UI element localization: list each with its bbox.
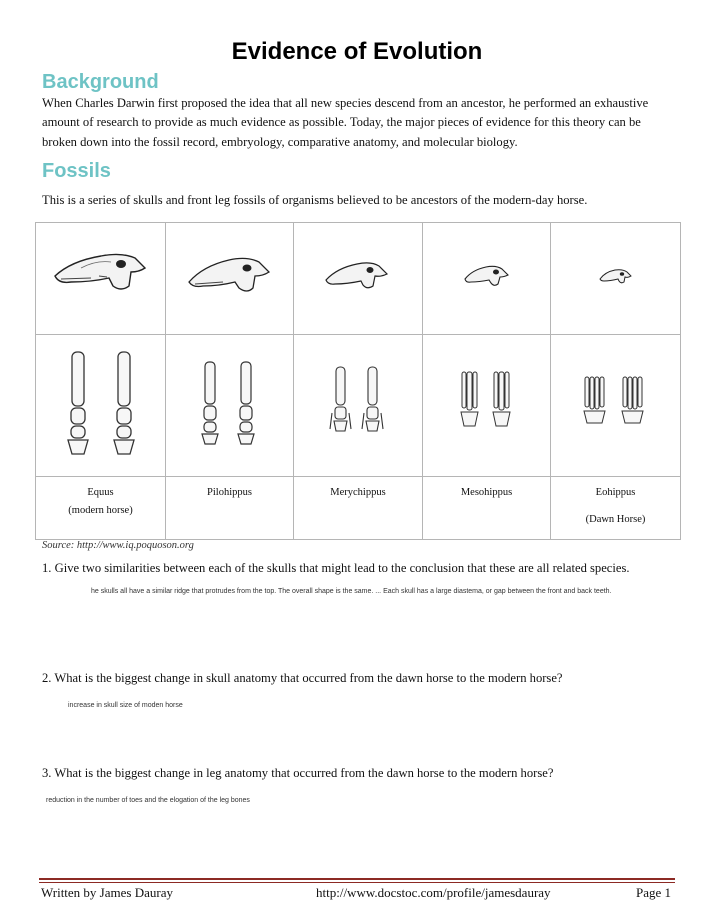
question-1: 1. Give two similarities between each of the skulls that might lead to the conclusion that these are all related species. <box>42 561 630 575</box>
species-name: Equus <box>87 487 114 498</box>
leg-bones-illustration-eohippus <box>581 373 651 433</box>
skull-illustration-pilohippus <box>185 248 275 304</box>
species-name-cell <box>166 477 294 540</box>
leg-bones-illustration-pilohippus <box>195 358 265 448</box>
species-common-name: (modern horse) <box>68 505 133 516</box>
leg-cell <box>423 335 551 477</box>
leg-bones-illustration-equus <box>56 348 146 458</box>
answer-3: reduction in the number of toes and the elogation of the leg bones <box>46 797 250 804</box>
question-3: 3. What is the biggest change in leg anatomy that occurred from the dawn horse to the modern horse? <box>42 766 554 780</box>
skull-cell <box>166 223 294 335</box>
skull-row <box>36 223 681 335</box>
species-name-row <box>36 477 681 540</box>
footer-url[interactable]: http://www.docstoc.com/profile/jamesdauray <box>316 885 551 900</box>
skull-illustration-eohippus <box>598 264 634 288</box>
leg-cell <box>166 335 294 477</box>
footer-author: Written by James Dauray <box>41 885 173 900</box>
image-source: Source: http://www.iq.poquoson.org <box>42 540 194 551</box>
species-name-cell <box>36 477 166 540</box>
leg-cell <box>294 335 423 477</box>
skull-cell <box>551 223 681 335</box>
footer-rule <box>39 878 675 880</box>
answer-2: increase in skull size of moden horse <box>68 702 183 709</box>
species-name: Merychippus <box>330 487 386 498</box>
species-name-cell <box>423 477 551 540</box>
leg-cell <box>36 335 166 477</box>
skull-illustration-merychippus <box>323 254 393 298</box>
leg-cell <box>551 335 681 477</box>
page-title: Evidence of Evolution <box>231 38 483 65</box>
fossil-table <box>35 222 681 540</box>
species-name: Pilohippus <box>207 487 252 498</box>
leg-bones-illustration-merychippus <box>328 363 388 443</box>
skull-illustration-equus <box>51 246 151 306</box>
background-heading: Background <box>42 71 159 93</box>
fossils-heading: Fossils <box>42 160 111 182</box>
skull-illustration-mesohippus <box>462 259 512 293</box>
species-name: Mesohippus <box>460 487 513 498</box>
species-common-name: (Dawn Horse) <box>585 514 646 525</box>
background-text: When Charles Darwin first proposed the idea that all new species descend from an ancestor, he performed an exhaustive amount of research to provide as much evidence as possible. Today, the major pieces of evidence for this theory can be broken down into the fossil record, embryology, comparative anatomy, and molecular biology. <box>42 96 649 149</box>
question-2: 2. What is the biggest change in skull anatomy that occurred from the dawn horse to the modern horse? <box>42 671 563 685</box>
footer-page-number: Page 1 <box>636 885 672 900</box>
footer-rule-thin <box>39 882 675 883</box>
answer-1: he skulls all have a similar ridge that protrudes from the top. The overall shape is the same. ... Each skull has a large diastema, or gap between the front and back teeth. <box>91 588 612 595</box>
skull-cell <box>36 223 166 335</box>
leg-row <box>36 335 681 477</box>
species-name-cell <box>294 477 423 540</box>
species-name-cell <box>551 477 681 540</box>
skull-cell <box>294 223 423 335</box>
species-name: Eohippus <box>595 487 636 498</box>
fossils-text: This is a series of skulls and front leg fossils of organisms believed to be ancestors of the modern-day horse. <box>42 193 588 207</box>
leg-bones-illustration-mesohippus <box>457 368 517 438</box>
skull-cell <box>423 223 551 335</box>
